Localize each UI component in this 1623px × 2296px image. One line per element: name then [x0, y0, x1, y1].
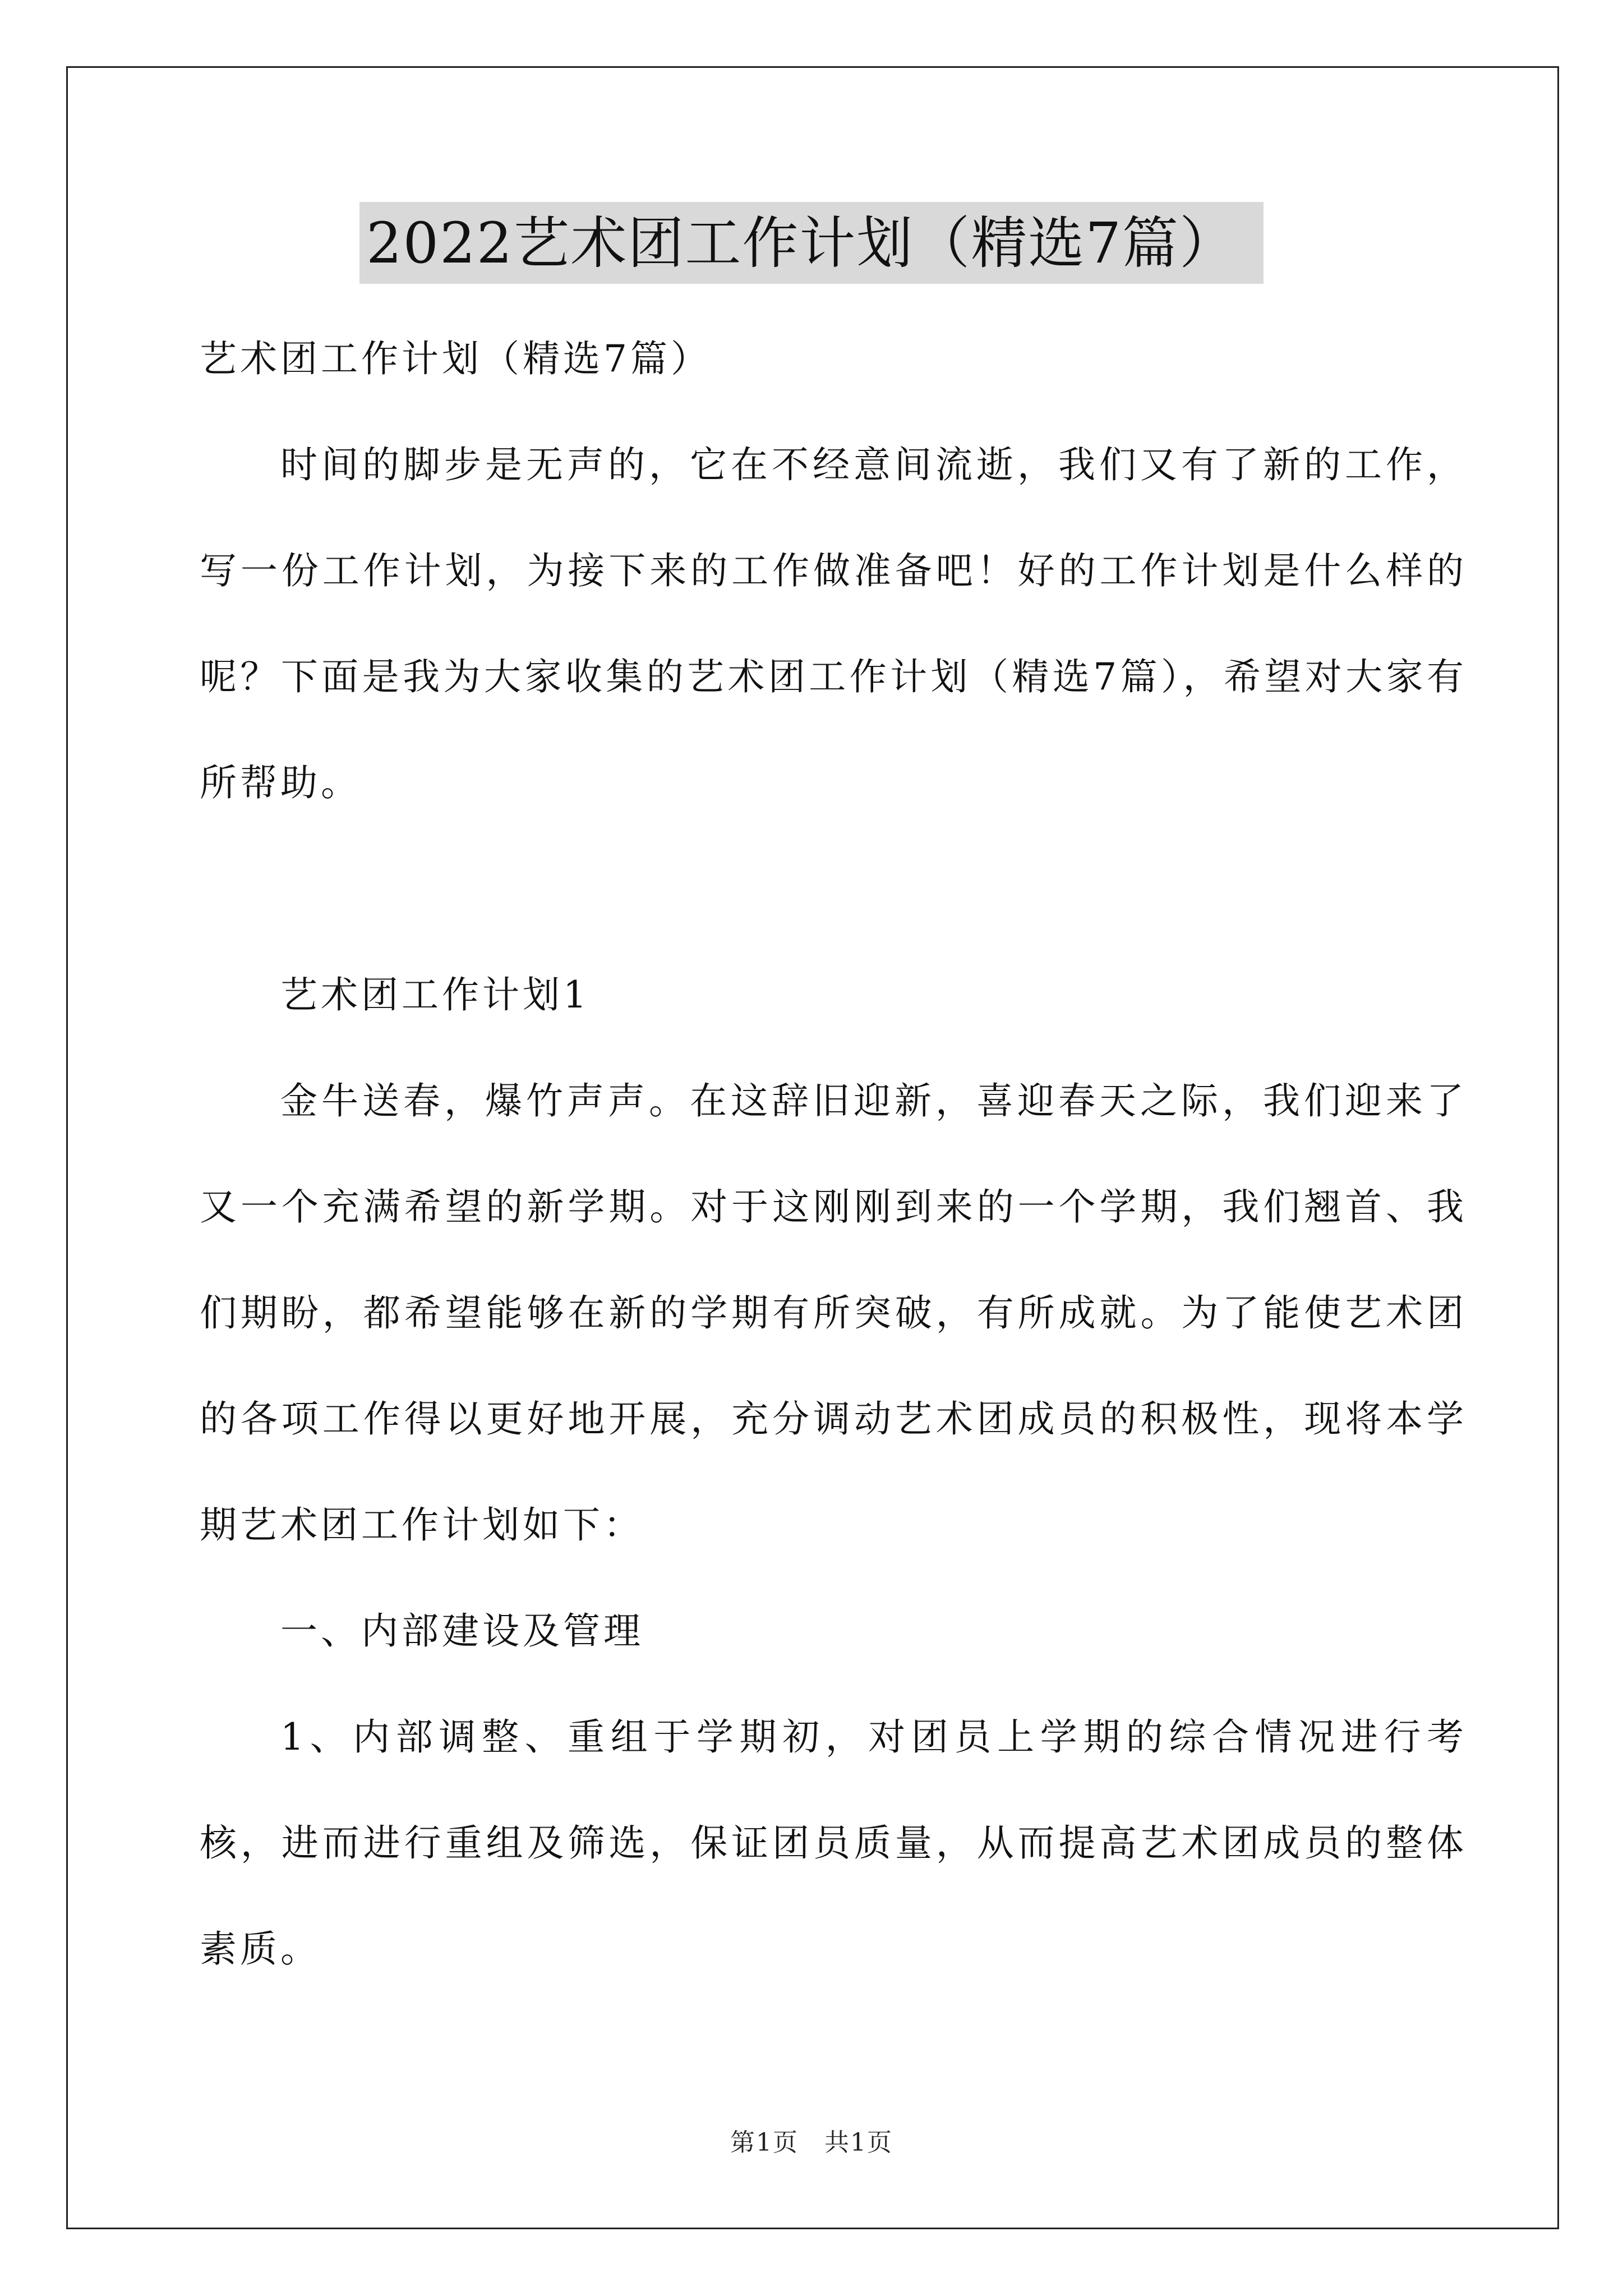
document-title: 2022艺术团工作计划（精选7篇）: [359, 202, 1264, 284]
title-container: [0, 202, 1623, 284]
section-heading: 艺术团工作计划1: [280, 973, 590, 1016]
section-paragraph: 金牛送春，爆竹声声。在这辞旧迎新，喜迎春天之际，我们迎来了又一个充满希望的新学期。对于这刚刚到来的一个学期，我们翘首、我们期盼，都希望能够在新的学期有所突破，有所成就。为了能使艺术团的各项工作得以更好地开展，充分调动艺术团成员的积极性，现将本学期艺术团工作计划如下：: [200, 1079, 1467, 1547]
document-subtitle: 艺术团工作计划（精选7篇）: [200, 337, 711, 380]
document-body: [200, 306, 1467, 2002]
page-footer: 第1页 共1页: [730, 2128, 893, 2157]
list-item: 1、内部调整、重组于学期初，对团员上学期的综合情况进行考核，进而进行重组及筛选，保证团员质量，从而提高艺术团成员的整体素质。: [200, 1715, 1467, 1971]
paragraph-spacer: [200, 836, 1467, 942]
subheading: 一、内部建设及管理: [280, 1609, 644, 1653]
intro-paragraph: 时间的脚步是无声的，它在不经意间流逝，我们又有了新的工作，写一份工作计划，为接下来的工作做准备吧！好的工作计划是什么样的呢？下面是我为大家收集的艺术团工作计划（精选7篇），希望对大家有所帮助。: [200, 443, 1467, 804]
